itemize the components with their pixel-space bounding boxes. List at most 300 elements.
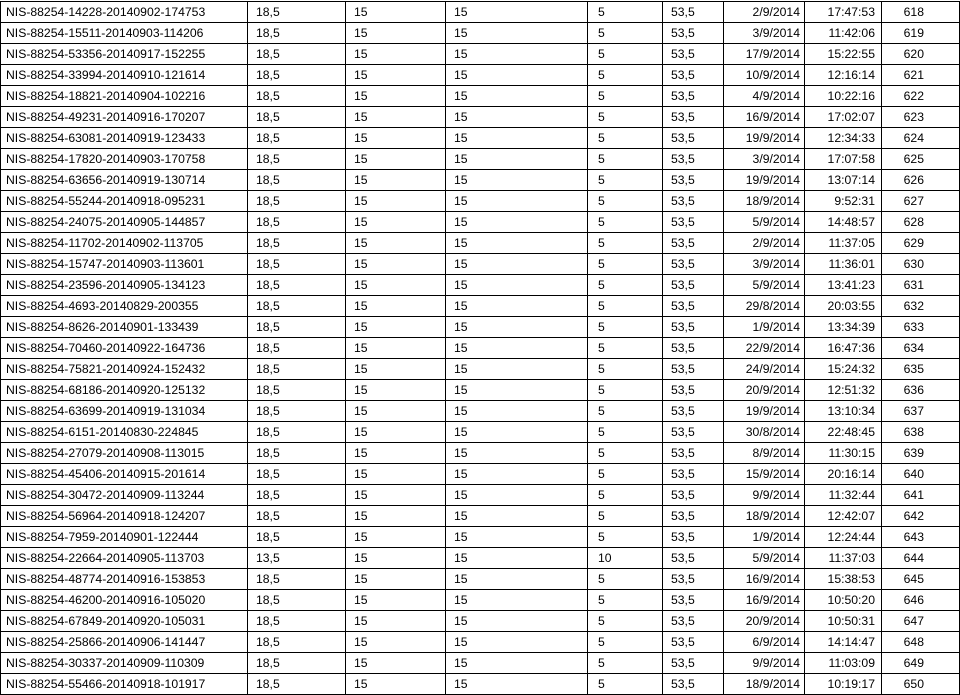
row-number-cell: 641 xyxy=(882,485,960,506)
total-cell: 53,5 xyxy=(663,527,724,548)
total-cell: 53,5 xyxy=(663,128,724,149)
total-cell: 53,5 xyxy=(663,149,724,170)
row-number-cell: 629 xyxy=(882,233,960,254)
time-cell: 22:48:45 xyxy=(805,422,882,443)
record-id-cell: NIS-88254-15511-20140903-114206 xyxy=(1,23,248,44)
date-cell: 3/9/2014 xyxy=(724,23,805,44)
value-c-cell: 15 xyxy=(446,212,588,233)
table-row xyxy=(1,674,960,695)
value-d-cell: 5 xyxy=(588,422,663,443)
record-id-cell: NIS-88254-55466-20140918-101917 xyxy=(1,674,248,695)
value-a-cell: 18,5 xyxy=(248,653,346,674)
time-cell: 15:38:53 xyxy=(805,569,882,590)
row-number-cell: 647 xyxy=(882,611,960,632)
time-cell: 17:07:58 xyxy=(805,149,882,170)
value-a-cell: 18,5 xyxy=(248,107,346,128)
record-id-cell: NIS-88254-23596-20140905-134123 xyxy=(1,275,248,296)
time-cell: 11:32:44 xyxy=(805,485,882,506)
row-number-cell: 650 xyxy=(882,674,960,695)
value-b-cell: 15 xyxy=(346,107,446,128)
value-d-cell: 5 xyxy=(588,590,663,611)
date-cell: 10/9/2014 xyxy=(724,65,805,86)
total-cell: 53,5 xyxy=(663,107,724,128)
table-row xyxy=(1,65,960,86)
value-b-cell: 15 xyxy=(346,170,446,191)
value-b-cell: 15 xyxy=(346,317,446,338)
date-cell: 15/9/2014 xyxy=(724,464,805,485)
total-cell: 53,5 xyxy=(663,611,724,632)
value-c-cell: 15 xyxy=(446,590,588,611)
value-d-cell: 5 xyxy=(588,380,663,401)
table-row xyxy=(1,632,960,653)
value-d-cell: 5 xyxy=(588,170,663,191)
table-row xyxy=(1,86,960,107)
value-d-cell: 5 xyxy=(588,611,663,632)
value-c-cell: 15 xyxy=(446,128,588,149)
date-cell: 29/8/2014 xyxy=(724,296,805,317)
time-cell: 11:30:15 xyxy=(805,443,882,464)
value-d-cell: 5 xyxy=(588,191,663,212)
value-c-cell: 15 xyxy=(446,317,588,338)
record-id-cell: NIS-88254-55244-20140918-095231 xyxy=(1,191,248,212)
record-id-cell: NIS-88254-70460-20140922-164736 xyxy=(1,338,248,359)
record-id-cell: NIS-88254-6151-20140830-224845 xyxy=(1,422,248,443)
value-c-cell: 15 xyxy=(446,611,588,632)
value-b-cell: 15 xyxy=(346,338,446,359)
value-b-cell: 15 xyxy=(346,422,446,443)
table-row xyxy=(1,338,960,359)
total-cell: 53,5 xyxy=(663,380,724,401)
time-cell: 13:34:39 xyxy=(805,317,882,338)
value-d-cell: 5 xyxy=(588,527,663,548)
total-cell: 53,5 xyxy=(663,254,724,275)
value-a-cell: 18,5 xyxy=(248,233,346,254)
time-cell: 11:03:09 xyxy=(805,653,882,674)
value-c-cell: 15 xyxy=(446,632,588,653)
value-b-cell: 15 xyxy=(346,506,446,527)
time-cell: 17:02:07 xyxy=(805,107,882,128)
date-cell: 16/9/2014 xyxy=(724,590,805,611)
value-d-cell: 5 xyxy=(588,212,663,233)
record-id-cell: NIS-88254-17820-20140903-170758 xyxy=(1,149,248,170)
record-id-cell: NIS-88254-18821-20140904-102216 xyxy=(1,86,248,107)
table-row xyxy=(1,485,960,506)
total-cell: 53,5 xyxy=(663,191,724,212)
record-id-cell: NIS-88254-67849-20140920-105031 xyxy=(1,611,248,632)
record-id-cell: NIS-88254-49231-20140916-170207 xyxy=(1,107,248,128)
value-c-cell: 15 xyxy=(446,443,588,464)
total-cell: 53,5 xyxy=(663,275,724,296)
table-row xyxy=(1,128,960,149)
time-cell: 11:42:06 xyxy=(805,23,882,44)
row-number-cell: 627 xyxy=(882,191,960,212)
table-body xyxy=(1,2,960,695)
value-a-cell: 18,5 xyxy=(248,611,346,632)
total-cell: 53,5 xyxy=(663,485,724,506)
row-number-cell: 642 xyxy=(882,506,960,527)
row-number-cell: 622 xyxy=(882,86,960,107)
record-id-cell: NIS-88254-56964-20140918-124207 xyxy=(1,506,248,527)
value-a-cell: 18,5 xyxy=(248,2,346,23)
row-number-cell: 646 xyxy=(882,590,960,611)
value-b-cell: 15 xyxy=(346,2,446,23)
value-a-cell: 18,5 xyxy=(248,191,346,212)
date-cell: 5/9/2014 xyxy=(724,212,805,233)
value-b-cell: 15 xyxy=(346,254,446,275)
table-row xyxy=(1,653,960,674)
row-number-cell: 633 xyxy=(882,317,960,338)
record-id-cell: NIS-88254-30472-20140909-113244 xyxy=(1,485,248,506)
value-a-cell: 18,5 xyxy=(248,338,346,359)
record-id-cell: NIS-88254-63699-20140919-131034 xyxy=(1,401,248,422)
table-row xyxy=(1,464,960,485)
table-row xyxy=(1,506,960,527)
time-cell: 13:10:34 xyxy=(805,401,882,422)
date-cell: 8/9/2014 xyxy=(724,443,805,464)
date-cell: 24/9/2014 xyxy=(724,359,805,380)
record-id-cell: NIS-88254-22664-20140905-113703 xyxy=(1,548,248,569)
record-id-cell: NIS-88254-63081-20140919-123433 xyxy=(1,128,248,149)
row-number-cell: 626 xyxy=(882,170,960,191)
table-row xyxy=(1,149,960,170)
time-cell: 13:41:23 xyxy=(805,275,882,296)
date-cell: 17/9/2014 xyxy=(724,44,805,65)
value-a-cell: 18,5 xyxy=(248,485,346,506)
row-number-cell: 636 xyxy=(882,380,960,401)
value-a-cell: 18,5 xyxy=(248,506,346,527)
total-cell: 53,5 xyxy=(663,548,724,569)
time-cell: 20:16:14 xyxy=(805,464,882,485)
value-b-cell: 15 xyxy=(346,65,446,86)
record-id-cell: NIS-88254-53356-20140917-152255 xyxy=(1,44,248,65)
row-number-cell: 631 xyxy=(882,275,960,296)
value-c-cell: 15 xyxy=(446,674,588,695)
time-cell: 15:22:55 xyxy=(805,44,882,65)
value-b-cell: 15 xyxy=(346,86,446,107)
value-b-cell: 15 xyxy=(346,632,446,653)
value-d-cell: 5 xyxy=(588,506,663,527)
total-cell: 53,5 xyxy=(663,674,724,695)
total-cell: 53,5 xyxy=(663,296,724,317)
value-a-cell: 18,5 xyxy=(248,65,346,86)
value-a-cell: 18,5 xyxy=(248,212,346,233)
table-row xyxy=(1,275,960,296)
table-row xyxy=(1,359,960,380)
value-c-cell: 15 xyxy=(446,464,588,485)
time-cell: 10:22:16 xyxy=(805,86,882,107)
record-id-cell: NIS-88254-24075-20140905-144857 xyxy=(1,212,248,233)
table-row xyxy=(1,2,960,23)
value-b-cell: 15 xyxy=(346,128,446,149)
value-b-cell: 15 xyxy=(346,212,446,233)
row-number-cell: 619 xyxy=(882,23,960,44)
date-cell: 16/9/2014 xyxy=(724,569,805,590)
date-cell: 9/9/2014 xyxy=(724,653,805,674)
date-cell: 3/9/2014 xyxy=(724,149,805,170)
value-a-cell: 18,5 xyxy=(248,674,346,695)
table-row xyxy=(1,422,960,443)
record-id-cell: NIS-88254-75821-20140924-152432 xyxy=(1,359,248,380)
value-c-cell: 15 xyxy=(446,170,588,191)
table-row xyxy=(1,380,960,401)
time-cell: 20:03:55 xyxy=(805,296,882,317)
value-d-cell: 5 xyxy=(588,464,663,485)
value-c-cell: 15 xyxy=(446,527,588,548)
date-cell: 1/9/2014 xyxy=(724,317,805,338)
value-d-cell: 5 xyxy=(588,2,663,23)
row-number-cell: 632 xyxy=(882,296,960,317)
table-row xyxy=(1,23,960,44)
value-a-cell: 18,5 xyxy=(248,296,346,317)
table-row xyxy=(1,44,960,65)
value-c-cell: 15 xyxy=(446,296,588,317)
row-number-cell: 645 xyxy=(882,569,960,590)
value-b-cell: 15 xyxy=(346,548,446,569)
value-b-cell: 15 xyxy=(346,275,446,296)
total-cell: 53,5 xyxy=(663,464,724,485)
value-a-cell: 18,5 xyxy=(248,275,346,296)
total-cell: 53,5 xyxy=(663,632,724,653)
value-a-cell: 18,5 xyxy=(248,632,346,653)
value-d-cell: 5 xyxy=(588,128,663,149)
total-cell: 53,5 xyxy=(663,653,724,674)
record-id-cell: NIS-88254-15747-20140903-113601 xyxy=(1,254,248,275)
date-cell: 18/9/2014 xyxy=(724,674,805,695)
data-table xyxy=(0,1,960,695)
value-b-cell: 15 xyxy=(346,674,446,695)
record-id-cell: NIS-88254-45406-20140915-201614 xyxy=(1,464,248,485)
time-cell: 12:42:07 xyxy=(805,506,882,527)
value-c-cell: 15 xyxy=(446,506,588,527)
value-d-cell: 5 xyxy=(588,653,663,674)
value-d-cell: 5 xyxy=(588,149,663,170)
value-a-cell: 18,5 xyxy=(248,380,346,401)
row-number-cell: 628 xyxy=(882,212,960,233)
value-a-cell: 18,5 xyxy=(248,44,346,65)
date-cell: 4/9/2014 xyxy=(724,86,805,107)
value-b-cell: 15 xyxy=(346,380,446,401)
row-number-cell: 648 xyxy=(882,632,960,653)
value-a-cell: 18,5 xyxy=(248,527,346,548)
value-d-cell: 5 xyxy=(588,233,663,254)
total-cell: 53,5 xyxy=(663,590,724,611)
table-row xyxy=(1,170,960,191)
value-b-cell: 15 xyxy=(346,296,446,317)
value-a-cell: 18,5 xyxy=(248,254,346,275)
date-cell: 1/9/2014 xyxy=(724,527,805,548)
total-cell: 53,5 xyxy=(663,233,724,254)
record-id-cell: NIS-88254-30337-20140909-110309 xyxy=(1,653,248,674)
value-c-cell: 15 xyxy=(446,254,588,275)
time-cell: 12:51:32 xyxy=(805,380,882,401)
table-row xyxy=(1,443,960,464)
total-cell: 53,5 xyxy=(663,401,724,422)
time-cell: 16:47:36 xyxy=(805,338,882,359)
value-d-cell: 5 xyxy=(588,569,663,590)
record-id-cell: NIS-88254-48774-20140916-153853 xyxy=(1,569,248,590)
total-cell: 53,5 xyxy=(663,359,724,380)
table-row xyxy=(1,233,960,254)
value-c-cell: 15 xyxy=(446,275,588,296)
time-cell: 15:24:32 xyxy=(805,359,882,380)
total-cell: 53,5 xyxy=(663,23,724,44)
value-c-cell: 15 xyxy=(446,548,588,569)
row-number-cell: 644 xyxy=(882,548,960,569)
total-cell: 53,5 xyxy=(663,212,724,233)
time-cell: 12:34:33 xyxy=(805,128,882,149)
value-b-cell: 15 xyxy=(346,401,446,422)
record-id-cell: NIS-88254-33994-20140910-121614 xyxy=(1,65,248,86)
value-d-cell: 10 xyxy=(588,548,663,569)
value-b-cell: 15 xyxy=(346,359,446,380)
row-number-cell: 649 xyxy=(882,653,960,674)
value-c-cell: 15 xyxy=(446,191,588,212)
table-row xyxy=(1,569,960,590)
table-row xyxy=(1,212,960,233)
record-id-cell: NIS-88254-8626-20140901-133439 xyxy=(1,317,248,338)
value-a-cell: 18,5 xyxy=(248,422,346,443)
value-d-cell: 5 xyxy=(588,317,663,338)
row-number-cell: 624 xyxy=(882,128,960,149)
total-cell: 53,5 xyxy=(663,2,724,23)
value-b-cell: 15 xyxy=(346,44,446,65)
record-id-cell: NIS-88254-68186-20140920-125132 xyxy=(1,380,248,401)
value-c-cell: 15 xyxy=(446,653,588,674)
value-c-cell: 15 xyxy=(446,338,588,359)
table-row xyxy=(1,191,960,212)
date-cell: 19/9/2014 xyxy=(724,401,805,422)
value-c-cell: 15 xyxy=(446,485,588,506)
value-d-cell: 5 xyxy=(588,296,663,317)
value-c-cell: 15 xyxy=(446,380,588,401)
time-cell: 9:52:31 xyxy=(805,191,882,212)
value-d-cell: 5 xyxy=(588,401,663,422)
total-cell: 53,5 xyxy=(663,44,724,65)
record-id-cell: NIS-88254-7959-20140901-122444 xyxy=(1,527,248,548)
value-a-cell: 18,5 xyxy=(248,569,346,590)
record-id-cell: NIS-88254-63656-20140919-130714 xyxy=(1,170,248,191)
row-number-cell: 621 xyxy=(882,65,960,86)
value-b-cell: 15 xyxy=(346,23,446,44)
date-cell: 18/9/2014 xyxy=(724,506,805,527)
time-cell: 17:47:53 xyxy=(805,2,882,23)
total-cell: 53,5 xyxy=(663,506,724,527)
table-row xyxy=(1,611,960,632)
value-b-cell: 15 xyxy=(346,527,446,548)
total-cell: 53,5 xyxy=(663,422,724,443)
value-d-cell: 5 xyxy=(588,44,663,65)
value-c-cell: 15 xyxy=(446,107,588,128)
row-number-cell: 625 xyxy=(882,149,960,170)
record-id-cell: NIS-88254-27079-20140908-113015 xyxy=(1,443,248,464)
row-number-cell: 630 xyxy=(882,254,960,275)
date-cell: 3/9/2014 xyxy=(724,254,805,275)
value-d-cell: 5 xyxy=(588,632,663,653)
value-b-cell: 15 xyxy=(346,590,446,611)
date-cell: 16/9/2014 xyxy=(724,107,805,128)
date-cell: 22/9/2014 xyxy=(724,338,805,359)
table-row xyxy=(1,401,960,422)
value-b-cell: 15 xyxy=(346,443,446,464)
row-number-cell: 637 xyxy=(882,401,960,422)
value-b-cell: 15 xyxy=(346,191,446,212)
row-number-cell: 634 xyxy=(882,338,960,359)
time-cell: 10:50:31 xyxy=(805,611,882,632)
table-row xyxy=(1,107,960,128)
row-number-cell: 620 xyxy=(882,44,960,65)
value-a-cell: 18,5 xyxy=(248,23,346,44)
value-a-cell: 18,5 xyxy=(248,317,346,338)
row-number-cell: 638 xyxy=(882,422,960,443)
value-c-cell: 15 xyxy=(446,86,588,107)
date-cell: 19/9/2014 xyxy=(724,170,805,191)
value-a-cell: 18,5 xyxy=(248,590,346,611)
date-cell: 30/8/2014 xyxy=(724,422,805,443)
value-d-cell: 5 xyxy=(588,23,663,44)
value-c-cell: 15 xyxy=(446,359,588,380)
value-b-cell: 15 xyxy=(346,464,446,485)
time-cell: 11:37:03 xyxy=(805,548,882,569)
table-row xyxy=(1,296,960,317)
time-cell: 14:48:57 xyxy=(805,212,882,233)
value-a-cell: 18,5 xyxy=(248,170,346,191)
value-b-cell: 15 xyxy=(346,569,446,590)
value-c-cell: 15 xyxy=(446,233,588,254)
value-c-cell: 15 xyxy=(446,569,588,590)
table-row xyxy=(1,590,960,611)
total-cell: 53,5 xyxy=(663,338,724,359)
value-b-cell: 15 xyxy=(346,233,446,254)
time-cell: 13:07:14 xyxy=(805,170,882,191)
table-row xyxy=(1,317,960,338)
value-b-cell: 15 xyxy=(346,653,446,674)
time-cell: 10:50:20 xyxy=(805,590,882,611)
value-c-cell: 15 xyxy=(446,44,588,65)
row-number-cell: 643 xyxy=(882,527,960,548)
value-d-cell: 5 xyxy=(588,674,663,695)
total-cell: 53,5 xyxy=(663,317,724,338)
row-number-cell: 618 xyxy=(882,2,960,23)
date-cell: 20/9/2014 xyxy=(724,611,805,632)
value-c-cell: 15 xyxy=(446,65,588,86)
value-a-cell: 13,5 xyxy=(248,548,346,569)
date-cell: 20/9/2014 xyxy=(724,380,805,401)
value-c-cell: 15 xyxy=(446,422,588,443)
record-id-cell: NIS-88254-11702-20140902-113705 xyxy=(1,233,248,254)
total-cell: 53,5 xyxy=(663,65,724,86)
table-row xyxy=(1,254,960,275)
value-b-cell: 15 xyxy=(346,611,446,632)
row-number-cell: 623 xyxy=(882,107,960,128)
date-cell: 9/9/2014 xyxy=(724,485,805,506)
value-d-cell: 5 xyxy=(588,275,663,296)
time-cell: 10:19:17 xyxy=(805,674,882,695)
record-id-cell: NIS-88254-46200-20140916-105020 xyxy=(1,590,248,611)
value-d-cell: 5 xyxy=(588,443,663,464)
value-d-cell: 5 xyxy=(588,65,663,86)
time-cell: 12:16:14 xyxy=(805,65,882,86)
value-c-cell: 15 xyxy=(446,401,588,422)
row-number-cell: 639 xyxy=(882,443,960,464)
time-cell: 12:24:44 xyxy=(805,527,882,548)
value-a-cell: 18,5 xyxy=(248,128,346,149)
value-d-cell: 5 xyxy=(588,338,663,359)
time-cell: 14:14:47 xyxy=(805,632,882,653)
row-number-cell: 635 xyxy=(882,359,960,380)
time-cell: 11:36:01 xyxy=(805,254,882,275)
table-row xyxy=(1,548,960,569)
value-a-cell: 18,5 xyxy=(248,149,346,170)
